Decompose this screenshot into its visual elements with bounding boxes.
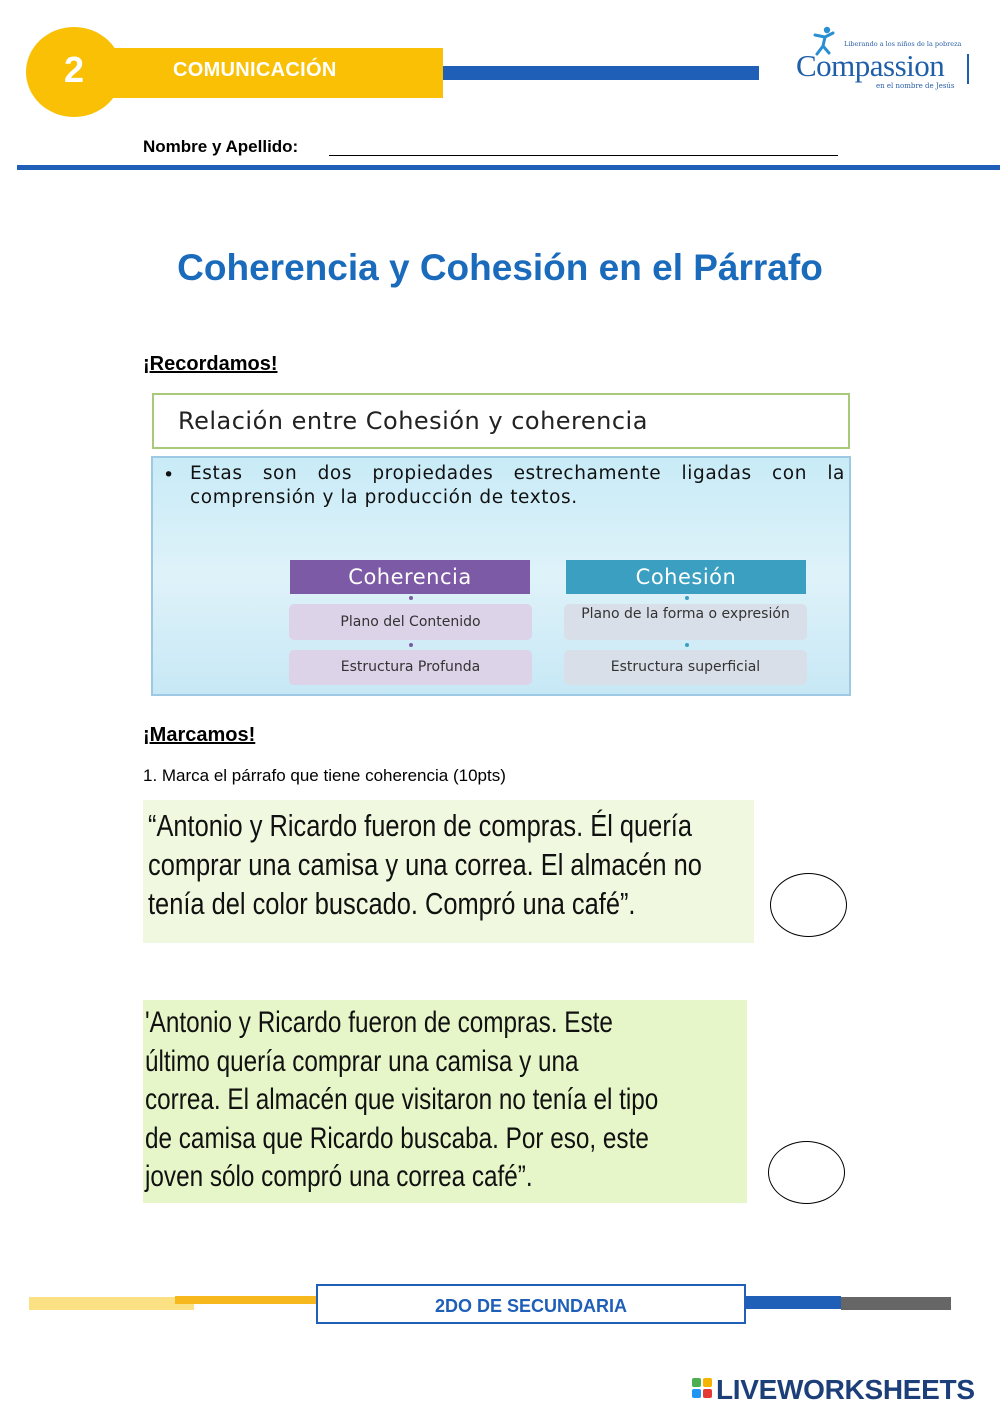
- paragraph-option-2: [143, 1000, 747, 1203]
- liveworksheets-icon: [692, 1378, 714, 1402]
- paragraph-line: correa. El almacén que visitaron no tenía el tipo: [145, 1083, 659, 1116]
- logo-tagline: Liberando a los niños de la pobreza: [844, 40, 962, 48]
- grade-number: 2: [63, 49, 85, 90]
- slide-title-box: [152, 393, 850, 449]
- paragraph-line: de camisa que Ricardo buscaba. Por eso, este: [145, 1121, 649, 1155]
- cohesion-item: Plano de la forma o expresión: [564, 604, 807, 640]
- page-title: Coherencia y Cohesión en el Párrafo: [177, 247, 823, 288]
- connector-dot: [685, 643, 689, 647]
- slide-body: [151, 456, 851, 696]
- connector-dot: [409, 643, 413, 647]
- section-heading-marcamos: ¡Marcamos!: [143, 724, 256, 746]
- cohesion-heading: Cohesión: [566, 560, 806, 594]
- answer-oval-1[interactable]: [770, 873, 847, 937]
- name-underline[interactable]: [329, 155, 838, 157]
- paragraph-line: “Antonio y Ricardo fueron de compras. Él quería: [148, 808, 692, 843]
- paragraph-line: 'Antonio y Ricardo fueron de compras. Este: [145, 1006, 613, 1039]
- slide-title: Relación entre Cohesión y coherencia: [178, 407, 648, 435]
- grade-badge: [26, 27, 122, 117]
- footer-bar-yellow: [175, 1296, 320, 1304]
- footer-bar-gray: [841, 1297, 951, 1310]
- exercise-instruction: 1. Marca el párrafo que tiene coherencia (10pts): [143, 766, 506, 785]
- name-field[interactable]: [143, 137, 838, 159]
- subject-label: COMUNICACIÓN: [173, 59, 337, 81]
- grade-level-label: 2DO DE SECUNDARIA: [434, 1296, 628, 1316]
- logo-subtitle: en el nombre de Jesús: [876, 82, 955, 90]
- coherencia-item: Plano del Contenido: [289, 604, 532, 640]
- connector-dot: [409, 596, 413, 600]
- paragraph-option-1: [143, 800, 754, 943]
- answer-oval-2[interactable]: [768, 1141, 845, 1204]
- slide-bullet-text: Estas son dos propiedades estrechamente ligadas con la comprensión y la producción de textos.: [190, 463, 845, 508]
- paragraph-line: comprar una camisa y una correa. El almacén no: [148, 847, 702, 882]
- grade-level-tag: [316, 1284, 746, 1324]
- section-heading-recordamos: ¡Recordamos!: [143, 353, 278, 375]
- liveworksheets-wordmark: LIVEWORKSHEETS: [716, 1374, 975, 1405]
- bullet-icon: •: [163, 464, 175, 486]
- compassion-logo: [790, 22, 970, 98]
- coherencia-heading: Coherencia: [290, 560, 530, 594]
- header-divider: [17, 165, 1000, 170]
- footer-bar-light-yellow: [29, 1297, 194, 1310]
- paragraph-line: último quería comprar una camisa y una: [145, 1044, 579, 1078]
- footer-bar-blue: [745, 1296, 841, 1309]
- paragraph-line: joven sólo compró una correa café”.: [145, 1160, 533, 1193]
- name-label: Nombre y Apellido:: [143, 137, 299, 156]
- liveworksheets-logo[interactable]: [692, 1374, 992, 1408]
- cohesion-item: Estructura superficial: [564, 650, 807, 685]
- concept-slide: [150, 392, 851, 697]
- coherencia-item: Estructura Profunda: [289, 650, 532, 685]
- connector-dot: [685, 596, 689, 600]
- header-accent-bar: [443, 66, 759, 80]
- paragraph-line: tenía del color buscado. Compró una café”.: [148, 886, 636, 921]
- logo-wordmark: Compassion: [796, 48, 945, 83]
- logo-divider: [967, 54, 969, 84]
